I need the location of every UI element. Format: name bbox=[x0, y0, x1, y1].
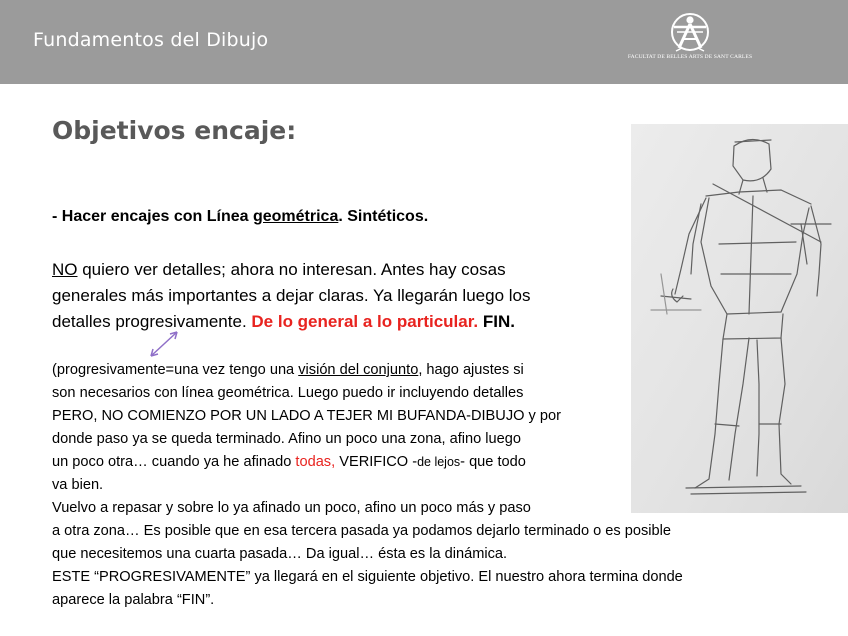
slide-title: Objetivos encaje: bbox=[52, 116, 297, 145]
vision-conjunto: visión del conjunto bbox=[298, 362, 419, 378]
sketch-drawing bbox=[631, 124, 848, 513]
todas-word: todas, bbox=[295, 454, 336, 470]
de-lejos: de lejos bbox=[417, 455, 461, 469]
p2-l10: ESTE “PROGRESIVAMENTE” ya llegará en el siguiente objetivo. El nuestro ahora termina donde bbox=[52, 569, 683, 585]
p2-l7: Vuelvo a repasar y sobre lo ya afinado un poco, afino un poco más y paso bbox=[52, 500, 531, 516]
header-bar bbox=[0, 0, 848, 84]
p1-line3-start: detalles progresivamente. bbox=[52, 312, 252, 331]
figure-sketch-image bbox=[631, 124, 848, 513]
bullet-prefix: - Hacer encajes con Línea bbox=[52, 208, 253, 225]
p2-l2: son necesarios con línea geométrica. Luego puedo ir incluyendo detalles bbox=[52, 385, 524, 401]
p2-l9: que necesitemos una cuarta pasada… Da igual… ésta es la dinámica. bbox=[52, 546, 508, 562]
p1-line1: quiero ver detalles; ahora no interesan. Antes hay cosas bbox=[77, 260, 506, 279]
course-title: Fundamentos del Dibujo bbox=[33, 29, 269, 51]
p2-l5-start: un poco otra… cuando ya he afinado bbox=[52, 454, 296, 470]
paragraph-main bbox=[52, 257, 612, 335]
fin-word: FIN. bbox=[478, 312, 515, 331]
no-word: NO bbox=[52, 260, 78, 279]
p2-l11: aparece la palabra “FIN”. bbox=[52, 592, 215, 608]
vitruvian-figure-icon bbox=[620, 10, 760, 54]
p2-l5-mid: VERIFICO - bbox=[335, 454, 418, 470]
bullet-underlined: geométrica bbox=[252, 208, 339, 225]
p2-l1-start: (progresivamente=una vez tengo una bbox=[52, 362, 299, 378]
p2-l1-end: , hago ajustes si bbox=[418, 362, 524, 378]
p2-l4: donde paso ya se queda terminado. Afino un poco una zona, afino luego bbox=[52, 431, 521, 447]
p2-l8: a otra zona… Es posible que en esa tercera pasada ya podamos dejarlo terminado o es posible bbox=[52, 523, 671, 539]
p2-l5-end: - que todo bbox=[460, 454, 526, 470]
faculty-logo bbox=[620, 10, 760, 68]
p1-line2: generales más importantes a dejar claras. Ya llegarán luego los bbox=[52, 286, 531, 305]
bullet-suffix: . Sintéticos. bbox=[338, 208, 429, 225]
objective-bullet bbox=[52, 208, 428, 226]
p2-l6: va bien. bbox=[52, 477, 104, 493]
general-to-particular: De lo general a lo particular. bbox=[251, 312, 479, 331]
logo-caption: FACULTAT DE BELLES ARTS DE SANT CARLES bbox=[627, 54, 753, 60]
double-arrow-icon bbox=[146, 328, 182, 360]
p2-l3: PERO, NO COMIENZO POR UN LADO A TEJER MI BUFANDA-DIBUJO y por bbox=[52, 408, 561, 424]
